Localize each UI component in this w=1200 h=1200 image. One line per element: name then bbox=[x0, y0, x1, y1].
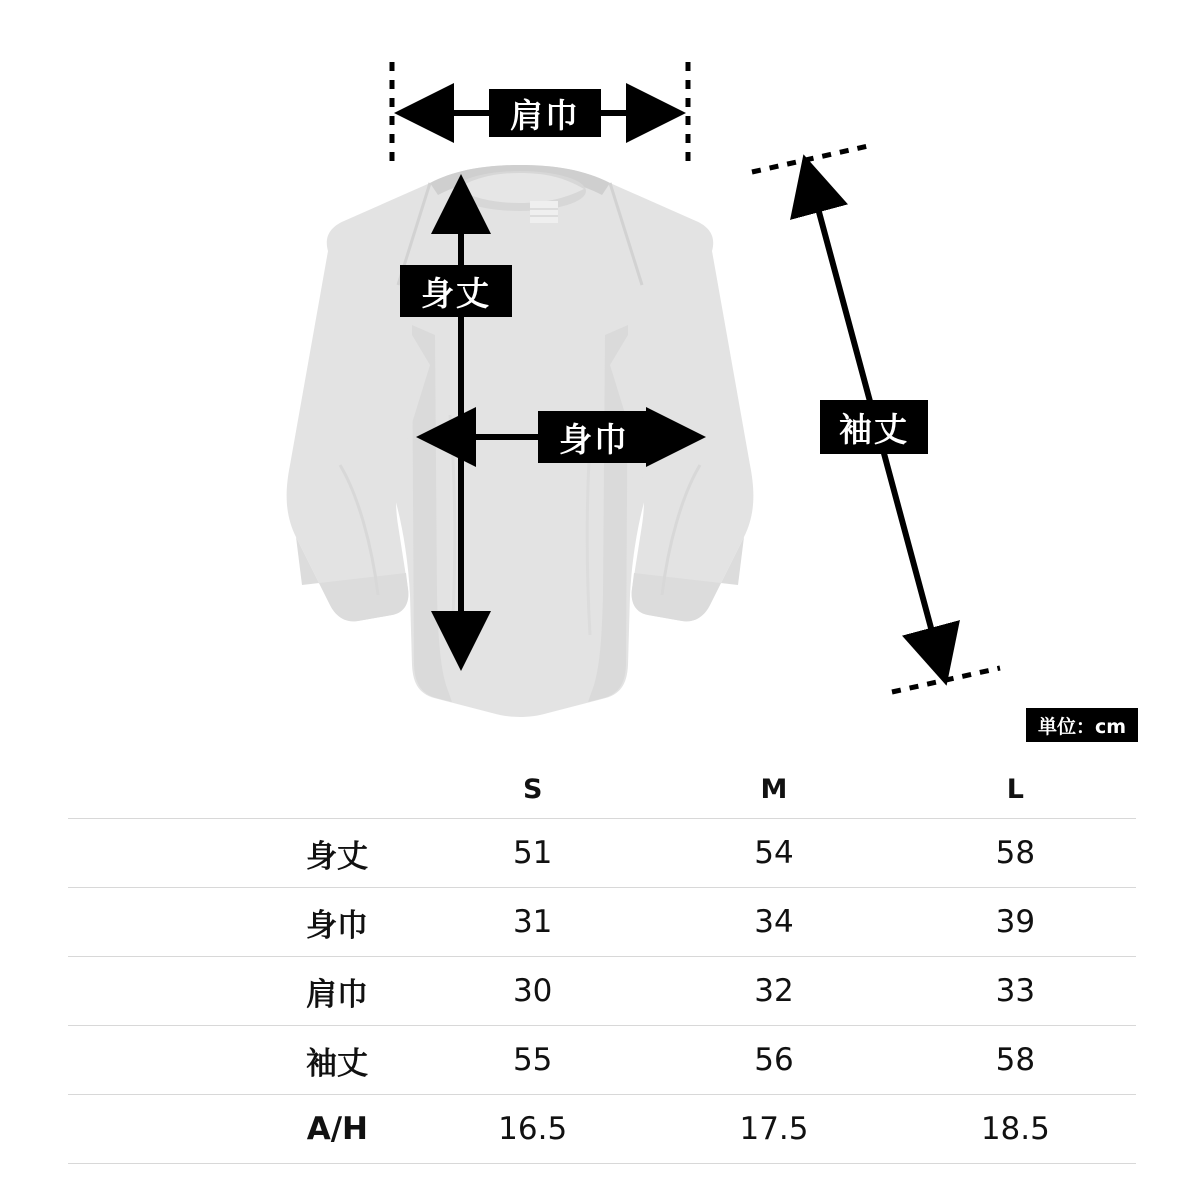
table-cell: 39 bbox=[895, 888, 1136, 957]
table-cell: 30 bbox=[412, 957, 653, 1026]
table-corner-cell bbox=[68, 760, 412, 819]
table-cell: 33 bbox=[895, 957, 1136, 1026]
table-cell: 56 bbox=[653, 1026, 894, 1095]
row-label: A/H bbox=[68, 1095, 412, 1164]
row-label: 身巾 bbox=[68, 888, 412, 957]
table-cell: 31 bbox=[412, 888, 653, 957]
table-row bbox=[68, 1026, 1136, 1095]
column-header-s: S bbox=[412, 760, 653, 819]
table-cell: 58 bbox=[895, 819, 1136, 888]
table-cell: 58 bbox=[895, 1026, 1136, 1095]
table-header-row bbox=[68, 760, 1136, 819]
table-cell: 55 bbox=[412, 1026, 653, 1095]
table-cell: 18.5 bbox=[895, 1095, 1136, 1164]
label-sleeve-length: 袖丈 bbox=[820, 400, 928, 454]
table-cell: 34 bbox=[653, 888, 894, 957]
table-cell: 17.5 bbox=[653, 1095, 894, 1164]
label-body-width: 身巾 bbox=[538, 411, 650, 463]
label-unit: 単位：cm bbox=[1026, 708, 1138, 742]
table-row bbox=[68, 819, 1136, 888]
row-label: 身丈 bbox=[68, 819, 412, 888]
table-row bbox=[68, 1095, 1136, 1164]
size-table bbox=[68, 760, 1136, 1164]
row-label: 袖丈 bbox=[68, 1026, 412, 1095]
table-cell: 54 bbox=[653, 819, 894, 888]
label-shoulder-width: 肩巾 bbox=[489, 89, 601, 137]
table-cell: 51 bbox=[412, 819, 653, 888]
table-cell: 16.5 bbox=[412, 1095, 653, 1164]
column-header-l: L bbox=[895, 760, 1136, 819]
label-body-length: 身丈 bbox=[400, 265, 512, 317]
column-header-m: M bbox=[653, 760, 894, 819]
row-label: 肩巾 bbox=[68, 957, 412, 1026]
table-cell: 32 bbox=[653, 957, 894, 1026]
table-row bbox=[68, 957, 1136, 1026]
table-row bbox=[68, 888, 1136, 957]
